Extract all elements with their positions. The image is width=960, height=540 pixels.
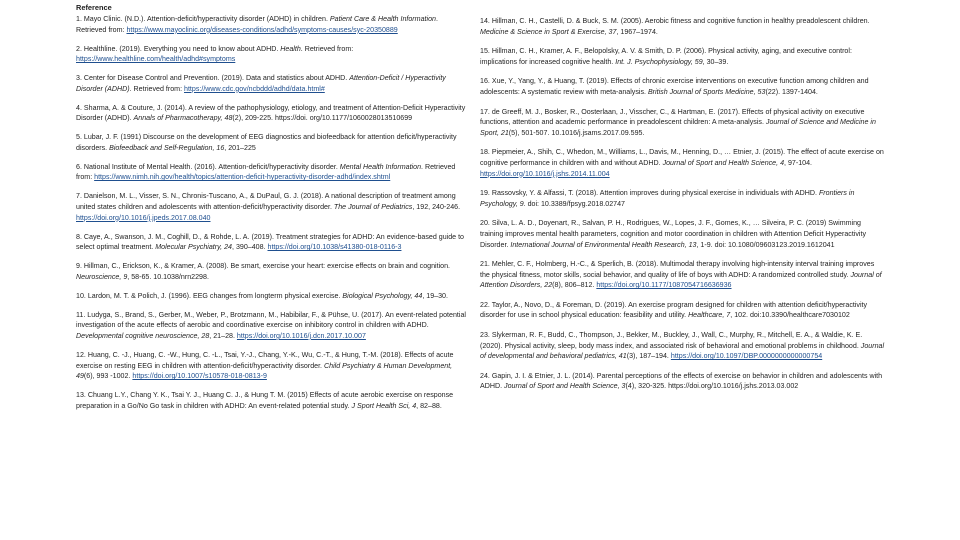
reference-source: Journal of developmental and behavioral pediatrics, 41 [480, 341, 885, 361]
reference-text: 5. Lubar, J. F. (1991) Discourse on the development of EEG diagnostics and biofeedback for attention deficit/hyperactivity disorders. [76, 133, 457, 152]
reference-item [480, 218, 886, 250]
reference-link[interactable]: https://www.healthline.com/health/adhd#symptoms [76, 55, 236, 64]
reference-source: Medicine & Science in Sport & Exercise, 37 [480, 27, 617, 36]
reference-source: Healthcare, 7 [688, 311, 731, 320]
page-title: Reference [76, 3, 112, 12]
reference-text: 17. de Greeff, M. J., Bosker, R., Oosterlaan, J., Visscher, C., & Hartman, E. (2017). Effects of physical activity on executive functions, attention and academic performance in preadolescent children: A meta-analysis. [480, 107, 865, 127]
reference-text: , 21–28. [209, 331, 237, 340]
reference-text: 21. Mehler, C. F., Holmberg, H.-C., & Sperlich, B. (2018). Multimodal therapy involving high-intensity interval training improves the physical fitness, motor skills, social behavior, and quality of life of boys with ADHD: A randomized controlled study. [480, 260, 875, 279]
reference-text: , 30–39. [702, 57, 729, 66]
reference-text: . Retrieved from: [129, 84, 185, 93]
reference-text: 23. Slykerman, R. F., Budd, C., Thompson, J., Bekker, M., Buckley, J., Wall, C., Murphy, R., Mitchell, E. A., & Waldie, K. E. (2020). Physical activity, sleep, body mass index, and associated risk of behavioral and emotional problems in childhood. [480, 331, 863, 350]
reference-text: (8), 806–812. [552, 281, 597, 290]
reference-text: . Retrieved from: [76, 15, 438, 34]
reference-source: Attention-Deficit / Hyperactivity Disorder (ADHD) [76, 74, 446, 93]
reference-link[interactable]: https://doi.org/10.1016/j.dcn.2017.10.007 [236, 331, 366, 340]
reference-source: Journal of Sport and Health Science, 4 [662, 158, 785, 167]
reference-link[interactable]: https://www.mayoclinic.org/diseases-conditions/adhd/symptoms-causes/syc-20350889 [126, 25, 398, 34]
reference-text: 24. Gapin, J. I. & Etnier, J. L. (2014). Parental perceptions of the effects of exercise on behavior in children and adolescents with ADHD. [480, 371, 883, 391]
reference-source: Mental Health Information [339, 162, 422, 171]
reference-link[interactable]: https://doi.org/10.1177/1087054716636936 [596, 281, 732, 290]
reference-link[interactable]: https://doi.org/10.1016/j.jshs.2014.11.004 [480, 169, 610, 178]
reference-text: 3. Center for Disease Control and Prevention. (2019). Data and statistics about ADHD. [76, 74, 350, 83]
reference-text: 7. Danielson, M. L., Visser, S. N., Chronis-Tuscano, A., & DuPaul, G. J. (2018). A national description of treatment among united states children and adolescents with attention-deficit/hyperactivity disorder. [76, 192, 456, 212]
reference-text: 22. Taylor, A., Novo, D., & Foreman, D. (2019). An exercise program designed for children with attention deficit/hyperactivity disorder for use in school physical education: feasibility and utility. [480, 300, 868, 320]
reference-text: (2), 209-225. https://doi. org/10.1177/1060028013510699 [232, 114, 413, 123]
reference-item [76, 103, 468, 124]
reference-item [76, 232, 468, 253]
reference-text: 18. Piepmeier, A., Shih, C., Whedon, M., Williams, L., Davis, M., Henning, D., … Etnier, J. (2015). The effect of acute exercise on cognitive performance in children with and without ADHD. [480, 148, 884, 167]
reference-item [480, 188, 886, 209]
reference-text: , 58-65. 10.1038/nrn2298. [127, 272, 209, 281]
reference-item [480, 76, 886, 97]
reference-text: , 102. doi:10.3390/healthcare7030102 [730, 311, 850, 320]
reference-item [76, 310, 468, 342]
reference-text: 8. Caye, A., Swanson, J. M., Coghill, D., & Rohde, L. A. (2019). Treatment strategies for ADHD: An evidence-based guide to select optimal treatment. [76, 232, 464, 252]
reference-text: , 390–408. [232, 243, 268, 252]
reference-source: Health [280, 44, 301, 53]
reference-text: 1. Mayo Clinic. (N.D.). Attention-deficit/hyperactivity disorder (ADHD) in children. [76, 15, 330, 23]
reference-text: . doi: 10.3389/fpsyg.2018.02747 [523, 199, 626, 208]
reference-link[interactable]: https://doi.org/10.1038/s41380-018-0116-3 [267, 243, 402, 252]
reference-item [480, 300, 886, 321]
reference-text: (5), 501-507. 10.1016/j.jsams.2017.09.595. [508, 128, 645, 137]
reference-item [480, 371, 886, 392]
reference-text: . Retrieved from: [300, 44, 354, 53]
reference-source: Developmental cognitive neuroscience, 28 [76, 331, 210, 340]
reference-source: Journal of Sport and Health Science, 3 [504, 382, 626, 391]
reference-source: Annals of Pharmacotherapy, 48 [133, 114, 233, 123]
reference-item [480, 147, 886, 179]
reference-source: Neuroscience, 9 [76, 272, 128, 281]
reference-link[interactable]: https://www.nimh.nih.gov/health/topics/attention-deficit-hyperactivity-disorder-adhd/index.shtml [94, 173, 391, 182]
reference-text: 12. Huang, C. -J., Huang, C. -W., Hung, C. -L., Tsai, Y.-J., Chang, Y.-K., Wu, C.-T., & Hung, T.-M. (2018). Effects of acute exercise on resting EEG in children with attention-deficit/hyperactivity disorder. [76, 350, 454, 370]
reference-source: Patient Care & Health Information [329, 15, 436, 23]
reference-link[interactable]: https://doi.org/10.1097/DBP.0000000000000754 [670, 352, 823, 361]
reference-source: The Journal of Pediatrics [333, 203, 413, 212]
reference-text: 10. Lardon, M. T. & Polich, J. (1996). EEG changes from longterm physical exercise. [76, 291, 343, 300]
reference-source: Biofeedback and Self-Regulation, 16 [109, 143, 225, 152]
reference-item [76, 162, 468, 183]
reference-item [480, 107, 886, 139]
reference-source: Int. J. Psychophysiology, 59 [615, 57, 703, 66]
reference-source: Biological Psychology, 44 [342, 291, 423, 300]
reference-link[interactable]: https://doi.org/10.1016/j.jpeds.2017.08.040 [76, 213, 211, 222]
reference-text: 9. Hillman, C., Erickson, K., & Kramer, A. (2008). Be smart, exercise your heart: exercise effects on brain and cognition. [76, 262, 451, 271]
reference-source: Molecular Psychiatry, 24 [155, 243, 232, 252]
reference-text: 2. Healthline. (2019). Everything you need to know about ADHD. [76, 44, 281, 53]
reference-item [76, 14, 468, 35]
reference-list-right [480, 16, 886, 401]
reference-text: 11. Ludyga, S., Brand, S., Gerber, M., Weber, P., Brotzmann, M., Habibilar, F., & Pühse, U. (2017). An event-related potential investigation of the acute effects of aerobic and coordinative exercise on inhibitory control in children with ADHD. [76, 310, 466, 330]
reference-text: . Retrieved from: [76, 162, 456, 182]
reference-item [76, 132, 468, 153]
reference-item [480, 46, 886, 67]
reference-source: J Sport Health Sci, 4 [351, 401, 417, 410]
reference-source: Journal of Attention Disorders, 22 [480, 270, 882, 290]
reference-text: (3), 187–194. [626, 352, 671, 361]
reference-item [480, 259, 886, 291]
reference-item [480, 16, 886, 37]
reference-text: (6), 993 -1002. [83, 372, 133, 381]
reference-source: Journal of Science and Medicine in Sport, 21 [480, 118, 876, 137]
reference-item [76, 261, 468, 282]
reference-item [76, 291, 468, 302]
reference-text: , 192, 240-246. [412, 203, 461, 212]
reference-text: 16. Xue, Y., Yang, Y., & Huang, T. (2019). Effects of chronic exercise interventions on executive function among children and adolescents: A systematic review with meta-analysis. [480, 77, 869, 96]
reference-text: , 82–88. [416, 401, 442, 410]
reference-link[interactable]: https://doi.org/10.1007/s10578-018-0813-9 [132, 372, 267, 381]
reference-text: , 1967–1974. [616, 27, 658, 36]
reference-text: 14. Hillman, C. H., Castelli, D. & Buck, S. M. (2005). Aerobic fitness and cognitive function in healthy preadolescent children. [480, 17, 870, 25]
reference-source: International Journal of Environmental Health Research, 13 [510, 240, 697, 249]
reference-text: (22). 1397-1404. [765, 87, 818, 96]
reference-source: Child Psychiatry & Human Development, 49 [76, 361, 453, 381]
reference-item [76, 191, 468, 223]
reference-item [76, 390, 468, 411]
reference-text: , 1-9. doi: 10.1080/09603123.2019.1612041 [696, 240, 835, 249]
reference-text: , 201–225 [224, 143, 256, 152]
reference-text: , 97-104. [784, 158, 813, 167]
reference-source: British Journal of Sports Medicine, 53 [647, 87, 766, 96]
reference-text: 13. Chuang L.Y., Chang Y. K., Tsai Y. J., Huang C. J., & Hung T. M. (2015) Effects of acute aerobic exercise on response preparation in a Go/No Go task in children with ADHD: An event-related potential study. [76, 391, 454, 410]
reference-text: 6. National Institute of Mental Health. (2016). Attention-deficit/hyperactivity disorder. [76, 162, 340, 171]
reference-source: Frontiers in Psychology, 9 [480, 189, 855, 208]
reference-item [76, 350, 468, 382]
reference-text: 20. Silva, L. A. D., Doyenart, R., Salvan, P. H., Rodrigues, W., Lopes, J. F., Gomes, K., … Silveira, P. C. (2019) Swimming training improves mental health parameters, cognition and motor coordination in children with Attention Deficit Hyperactivity Disorder. [480, 219, 867, 249]
reference-item [76, 73, 468, 94]
reference-text: 15. Hillman, C. H., Kramer, A. F., Belopolsky, A. V. & Smith, D. P. (2006). Physical activity, aging, and executive control: implications for increased cognitive health. [480, 47, 852, 66]
reference-text: (4), 320-325. https://doi.org/10.1016/j.jshs.2013.03.002 [625, 382, 799, 391]
reference-link[interactable]: https://www.cdc.gov/ncbddd/adhd/data.html# [184, 84, 325, 93]
reference-text: 19. Rassovsky, Y. & Alfassi, T. (2018). Attention improves during physical exercise in individuals with ADHD. [480, 189, 819, 198]
reference-list-left [76, 14, 468, 420]
reference-item [480, 330, 886, 362]
reference-item [76, 44, 468, 65]
reference-text: 4. Sharma, A. & Couture, J. (2014). A review of the pathophysiology, etiology, and treatment of Attention-Deficit Hyperactivity Disorder (ADHD). [76, 103, 466, 123]
reference-text: , 19–30. [422, 291, 448, 300]
